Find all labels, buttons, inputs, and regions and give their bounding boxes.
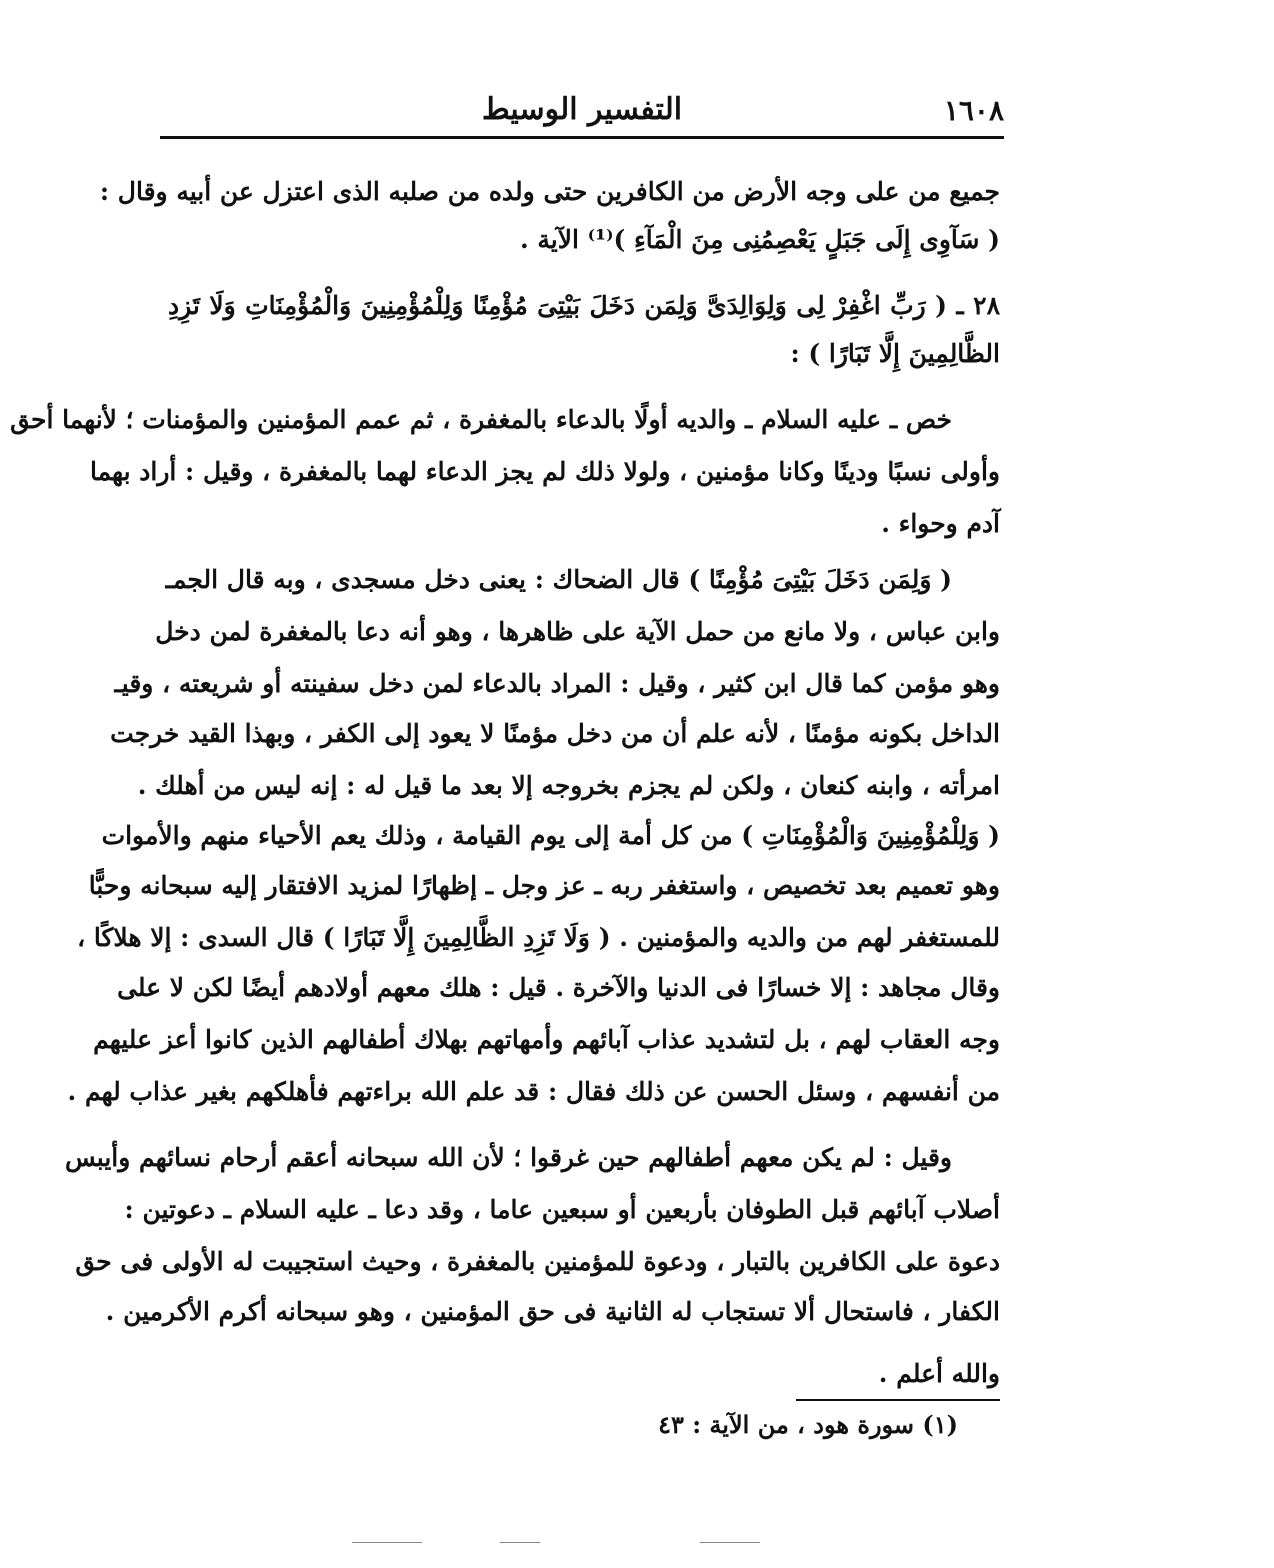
page-number: ١٦٠٨	[943, 94, 1004, 127]
text-line: وأولى نسبًا ودينًا وكانا مؤمنين ، ولولا ذلك لم يجز الدعاء لهما بالمغفرة ، وقيل : أراد بهما	[89, 457, 1000, 486]
text-line: ( وَلِلْمُؤْمِنِينَ وَالْمُؤْمِنَاتِ ) من كل أمة إلى يوم القيامة ، وذلك يعم الأحياء منهم والأموات	[101, 821, 1000, 850]
text-line: وابن عباس ، ولا مانع من حمل الآية على ظاهرها ، وهو أنه دعا بالمغفرة لمن دخل	[155, 617, 1000, 646]
verse-heading-line: ٢٨ ـ ( رَبِّ اغْفِرْ لِى وَلِوَالِدَىَّ وَلِمَن دَخَلَ بَيْتِىَ مُؤْمِنًا وَلِلْمُؤْمِنِينَ وَالْمُؤْمِنَاتِ وَلَا تَزِدِ	[168, 291, 1000, 320]
text-line: دعوة على الكافرين بالتبار ، ودعوة للمؤمنين بالمغفرة ، وحيث استجيبت له الأولى فى حق	[75, 1247, 1000, 1276]
bottom-scan-mark	[352, 1542, 422, 1543]
running-title: التفسير الوسيط	[481, 92, 683, 127]
text-line: للمستغفر لهم من والديه والمؤمنين . ( وَلَا تَزِدِ الظَّالِمِينَ إِلَّا تَبَارًا ) قال السدى : إلا هلاكًا ،	[77, 923, 1000, 952]
text-line: ( سَآوِى إِلَى جَبَلٍ يَعْصِمُنِى مِنَ الْمَآءِ )⁽¹⁾ الآية .	[520, 225, 1000, 254]
text-line: ( وَلِمَن دَخَلَ بَيْتِىَ مُؤْمِنًا ) قال الضحاك : يعنى دخل مسجدى ، وبه قال الجمـ	[165, 565, 952, 594]
bottom-scan-mark	[700, 1542, 760, 1543]
closing-line: والله أعلم .	[878, 1359, 1000, 1388]
text-line: امرأته ، وابنه كنعان ، ولكن لم يجزم بخروجه إلا بعد ما قيل له : إنه ليس من أهلك .	[137, 771, 1000, 800]
footnote-rule	[796, 1399, 1000, 1401]
text-line: أصلاب آبائهم قبل الطوفان بأربعين أو سبعين عاما ، وقد دعا ـ عليه السلام ـ دعوتين :	[124, 1195, 1000, 1224]
text-line: من أنفسهم ، وسئل الحسن عن ذلك فقال : قد علم الله براءتهم فأهلكهم بغير عذاب لهم .	[67, 1077, 1000, 1106]
text-line: آدم وحواء .	[881, 509, 1000, 538]
text-line: وهو مؤمن كما قال ابن كثير ، وقيل : المراد بالدعاء لمن دخل سفينته أو شريعته ، وقيـ	[114, 669, 1000, 698]
text-line: الكفار ، فاستحال ألا تستجاب له الثانية فى حق المؤمنين ، وهو سبحانه أكرم الأكرمين .	[105, 1297, 1000, 1326]
page-header	[160, 88, 1004, 136]
verse-heading-line: الظَّالِمِينَ إِلَّا تَبَارًا ) :	[790, 339, 1000, 368]
header-rule	[160, 136, 1004, 139]
text-line: وقيل : لم يكن معهم أطفالهم حين غرقوا ؛ لأن الله سبحانه أعقم أرحام نسائهم وأيبس	[64, 1143, 952, 1172]
bottom-scan-mark	[500, 1542, 540, 1543]
text-line: وهو تعميم بعد تخصيص ، واستغفر ربه ـ عز وجل ـ إظهارًا لمزيد الافتقار إليه سبحانه وحبًّا	[88, 871, 1000, 900]
text-line: جميع من على وجه الأرض من الكافرين حتى ولده من صلبه الذى اعتزل عن أبيه وقال :	[99, 177, 1000, 206]
text-line: الداخل بكونه مؤمنًا ، لأنه علم أن من دخل مؤمنًا لا يعود إلى الكفر ، وبهذا القيد خرجت	[110, 719, 1000, 748]
text-line: خص ـ عليه السلام ـ والديه أولًا بالدعاء بالمغفرة ، ثم عمم المؤمنين والمؤمنات ؛ لأنهما أحق	[10, 405, 952, 434]
text-line: وجه العقاب لهم ، بل لتشديد عذاب آبائهم وأمهاتهم بهلاك أطفالهم الذين كانوا أعز عليهم	[93, 1025, 1000, 1054]
text-line: وقال مجاهد : إلا خسارًا فى الدنيا والآخرة . قيل : هلك معهم أولادهم أيضًا لكن لا على	[117, 973, 1000, 1002]
footnote: (١) سورة هود ، من الآية : ٤٣	[658, 1410, 958, 1439]
